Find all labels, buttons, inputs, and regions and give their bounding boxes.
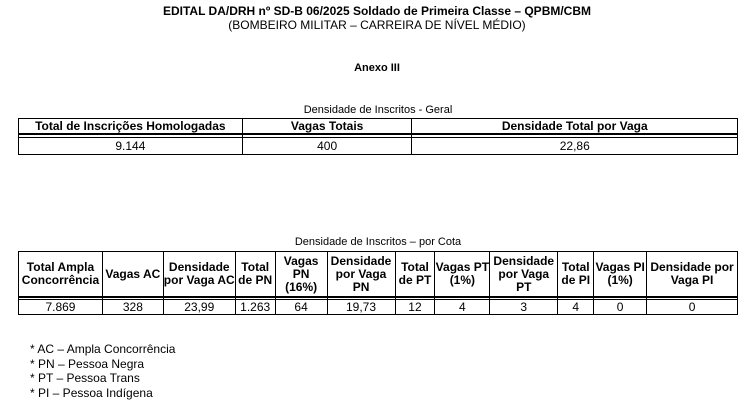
header-cell: Total de PI (558, 252, 594, 298)
table-cell: 4 (558, 300, 594, 315)
header-cell: Vagas PN (16%) (275, 252, 327, 298)
quota-density-table (18, 251, 738, 315)
header-cell: Densidade por Vaga PT (490, 252, 558, 298)
header-cell: Densidade Total por Vaga (412, 119, 738, 135)
header-cell: Vagas AC (102, 252, 163, 298)
table-cell: 400 (242, 138, 412, 155)
header-cell: Vagas PT (1%) (435, 252, 490, 298)
header-cell: Total Ampla Concorrência (19, 252, 103, 298)
table-cell: 3 (490, 300, 558, 315)
table-cell: 19,73 (327, 300, 395, 315)
table-header-row (19, 119, 738, 135)
table-cell: 4 (435, 300, 490, 315)
legend-notes (30, 342, 175, 400)
general-density-table (18, 118, 738, 155)
header-cell: Vagas PI (1%) (594, 252, 647, 298)
table-row (19, 300, 738, 315)
table-cell: 23,99 (163, 300, 235, 315)
table-cell: 64 (275, 300, 327, 315)
header-cell: Total de Inscrições Homologadas (19, 119, 243, 135)
note-line: * PI – Pessoa Indígena (30, 385, 153, 400)
table-row (19, 138, 738, 155)
note-line: * PT – Pessoa Trans (30, 371, 140, 385)
table-cell: 1.263 (235, 300, 275, 315)
header-cell: Densidade por Vaga AC (163, 252, 235, 298)
table-cell: 7.869 (19, 300, 103, 315)
header-cell: Densidade por Vaga PI (647, 252, 738, 298)
header-cell: Total de PT (395, 252, 435, 298)
table-cell: 328 (102, 300, 163, 315)
header-cell: Vagas Totais (242, 119, 412, 135)
table-cell: 22,86 (412, 138, 738, 155)
table1-caption: Densidade de Inscritos - Geral (303, 104, 453, 116)
table-cell: 9.144 (19, 138, 243, 155)
table-cell: 0 (647, 300, 738, 315)
note-line: * AC – Ampla Concorrência (30, 342, 176, 356)
header-cell: Densidade por Vaga PN (327, 252, 395, 298)
document-title: EDITAL DA/DRH nº SD-B 06/2025 Soldado de Primeira Classe – QPBM/CBM (162, 4, 592, 18)
table-cell: 12 (395, 300, 435, 315)
annex-title: Anexo III (354, 62, 400, 74)
header-cell: Total de PN (235, 252, 275, 298)
document-subtitle: (BOMBEIRO MILITAR – CARREIRA DE NÍVEL MÉDIO) (228, 18, 526, 32)
table-cell: 0 (594, 300, 647, 315)
table2-caption: Densidade de Inscritos – por Cota (294, 236, 462, 248)
note-line: * PN – Pessoa Negra (30, 356, 145, 371)
table-header-row (19, 252, 738, 298)
